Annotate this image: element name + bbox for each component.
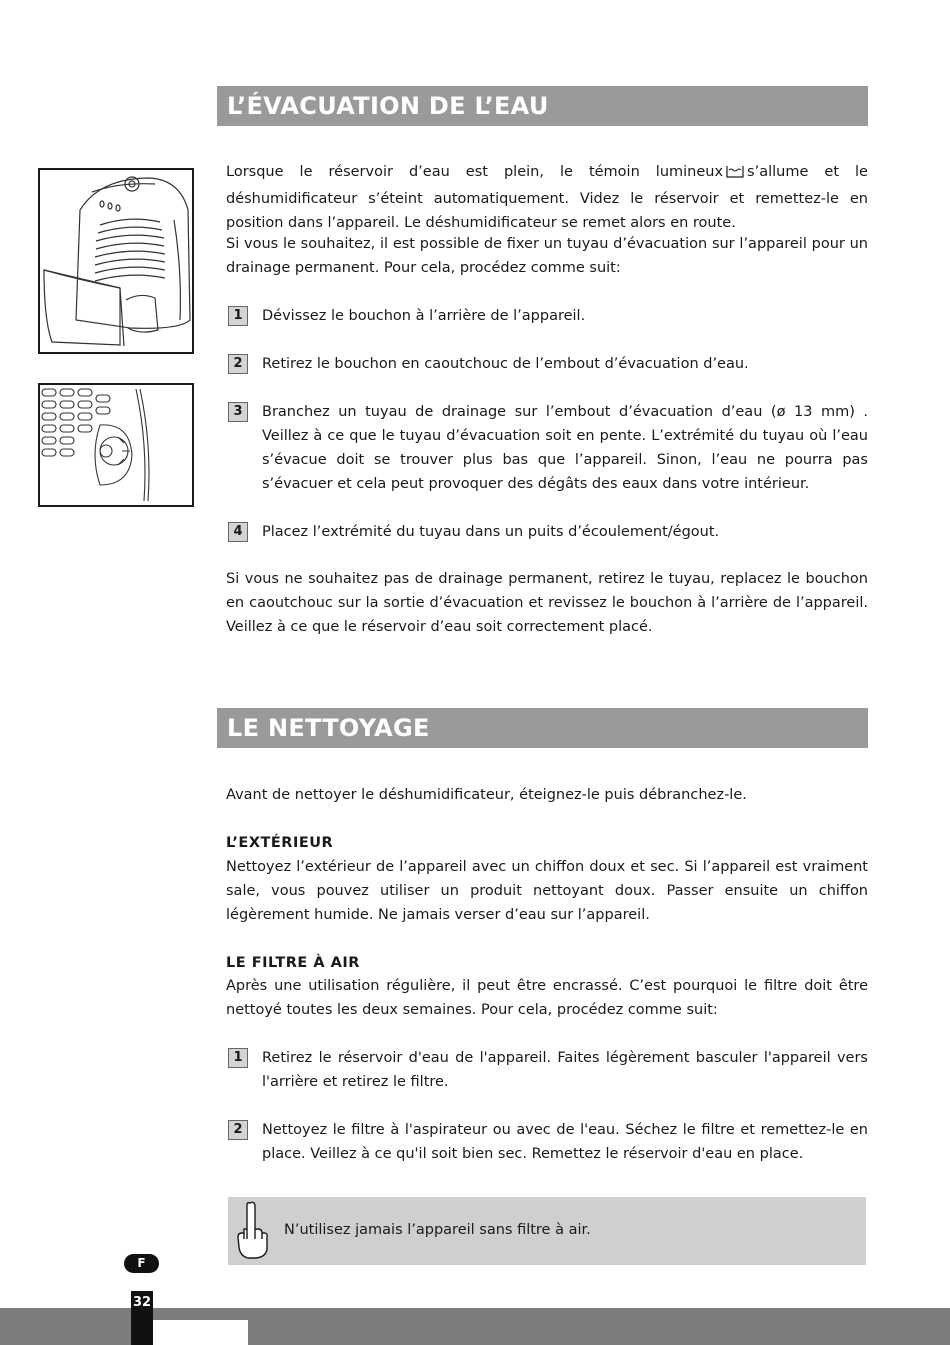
step-number: 4 — [228, 522, 248, 542]
evacuation-intro-part2: s’allume et le déshumidificateur s’éteint automatiquement. Videz le réservoir et remettez-le en position dans l’appareil. Le déshumidificateur se remet alors en route. — [226, 164, 868, 231]
evacuation-step-3 — [228, 400, 868, 496]
step-text: Dévissez le bouchon à l’arrière de l’appareil. — [262, 308, 586, 324]
evacuation-intro — [226, 160, 868, 235]
section-title-evacuation: L’ÉVACUATION DE L’EAU — [217, 86, 868, 126]
footer-tab — [153, 1320, 248, 1345]
drain-outlet-illustration — [38, 383, 194, 507]
language-badge: F — [124, 1254, 159, 1273]
cleaning-step-2 — [228, 1118, 868, 1166]
note-box — [228, 1197, 866, 1265]
evacuation-intro2: Si vous le souhaitez, il est possible de fixer un tuyau d’évacuation sur l’appareil pour un drainage permanent. Pour cela, procédez comme suit: — [226, 236, 868, 276]
filter-heading: LE FILTRE À AIR — [226, 955, 360, 971]
evacuation-intro-part1: Lorsque le réservoir d’eau est plein, le témoin lumineux — [226, 164, 724, 180]
step-text: Placez l’extrémité du tuyau dans un puits d’écoulement/égout. — [262, 524, 720, 540]
filter-text: Après une utilisation régulière, il peut être encrassé. C’est pourquoi le filtre doit être nettoyé toutes les deux semaines. Pour cela, procédez comme suit: — [226, 978, 868, 1018]
step-text: Retirez le bouchon en caoutchouc de l’embout d’évacuation d’eau. — [262, 356, 749, 372]
dehumidifier-illustration — [38, 168, 194, 354]
pointing-finger-icon — [234, 1199, 270, 1265]
page-number: 32 — [131, 1291, 153, 1345]
step-text: Retirez le réservoir d'eau de l'appareil. Faites légèrement basculer l'appareil vers l'arrière et retirez le filtre. — [262, 1050, 868, 1090]
step-text: Nettoyez le filtre à l'aspirateur ou avec de l'eau. Séchez le filtre et remettez-le en place. Veillez à ce qu'il soit bien sec. Remettez le réservoir d'eau en place. — [262, 1122, 868, 1162]
evacuation-outro: Si vous ne souhaitez pas de drainage permanent, retirez le tuyau, replacez le bouchon en caoutchouc sur la sortie d’évacuation et revissez le bouchon à l’arrière de l’appareil. Veillez à ce que le réservoir d’eau soit correctement placé. — [226, 571, 868, 635]
water-tank-icon — [726, 163, 744, 187]
section-title-cleaning: LE NETTOYAGE — [217, 708, 868, 748]
exterior-text: Nettoyez l’extérieur de l’appareil avec un chiffon doux et sec. Si l’appareil est vraiment sale, vous pouvez utiliser un produit nettoyant doux. Passer ensuite un chiffon légèrement humide. Ne jamais verser d’eau sur l’appareil. — [226, 859, 868, 923]
step-number: 1 — [228, 1048, 248, 1068]
step-number: 2 — [228, 1120, 248, 1140]
step-number: 1 — [228, 306, 248, 326]
cleaning-step-1 — [228, 1046, 868, 1094]
cleaning-intro: Avant de nettoyer le déshumidificateur, éteignez-le puis débranchez-le. — [226, 787, 747, 803]
note-text: N’utilisez jamais l’appareil sans filtre à air. — [284, 1222, 591, 1238]
step-number: 2 — [228, 354, 248, 374]
step-number: 3 — [228, 402, 248, 422]
evacuation-step-4 — [228, 520, 868, 544]
evacuation-step-1 — [228, 304, 868, 328]
exterior-heading: L’EXTÉRIEUR — [226, 835, 334, 851]
step-text: Branchez un tuyau de drainage sur l’embout d’évacuation d’eau (ø 13 mm) . Veillez à ce que le tuyau d’évacuation soit en pente. L’extrémité du tuyau où l’eau s’évacue doit se trouver plus bas que l’appareil. Sinon, l’eau ne pourra pas s’évacuer et cela peut provoquer des dégâts des eaux dans votre intérieur. — [262, 404, 868, 492]
evacuation-step-2 — [228, 352, 868, 376]
